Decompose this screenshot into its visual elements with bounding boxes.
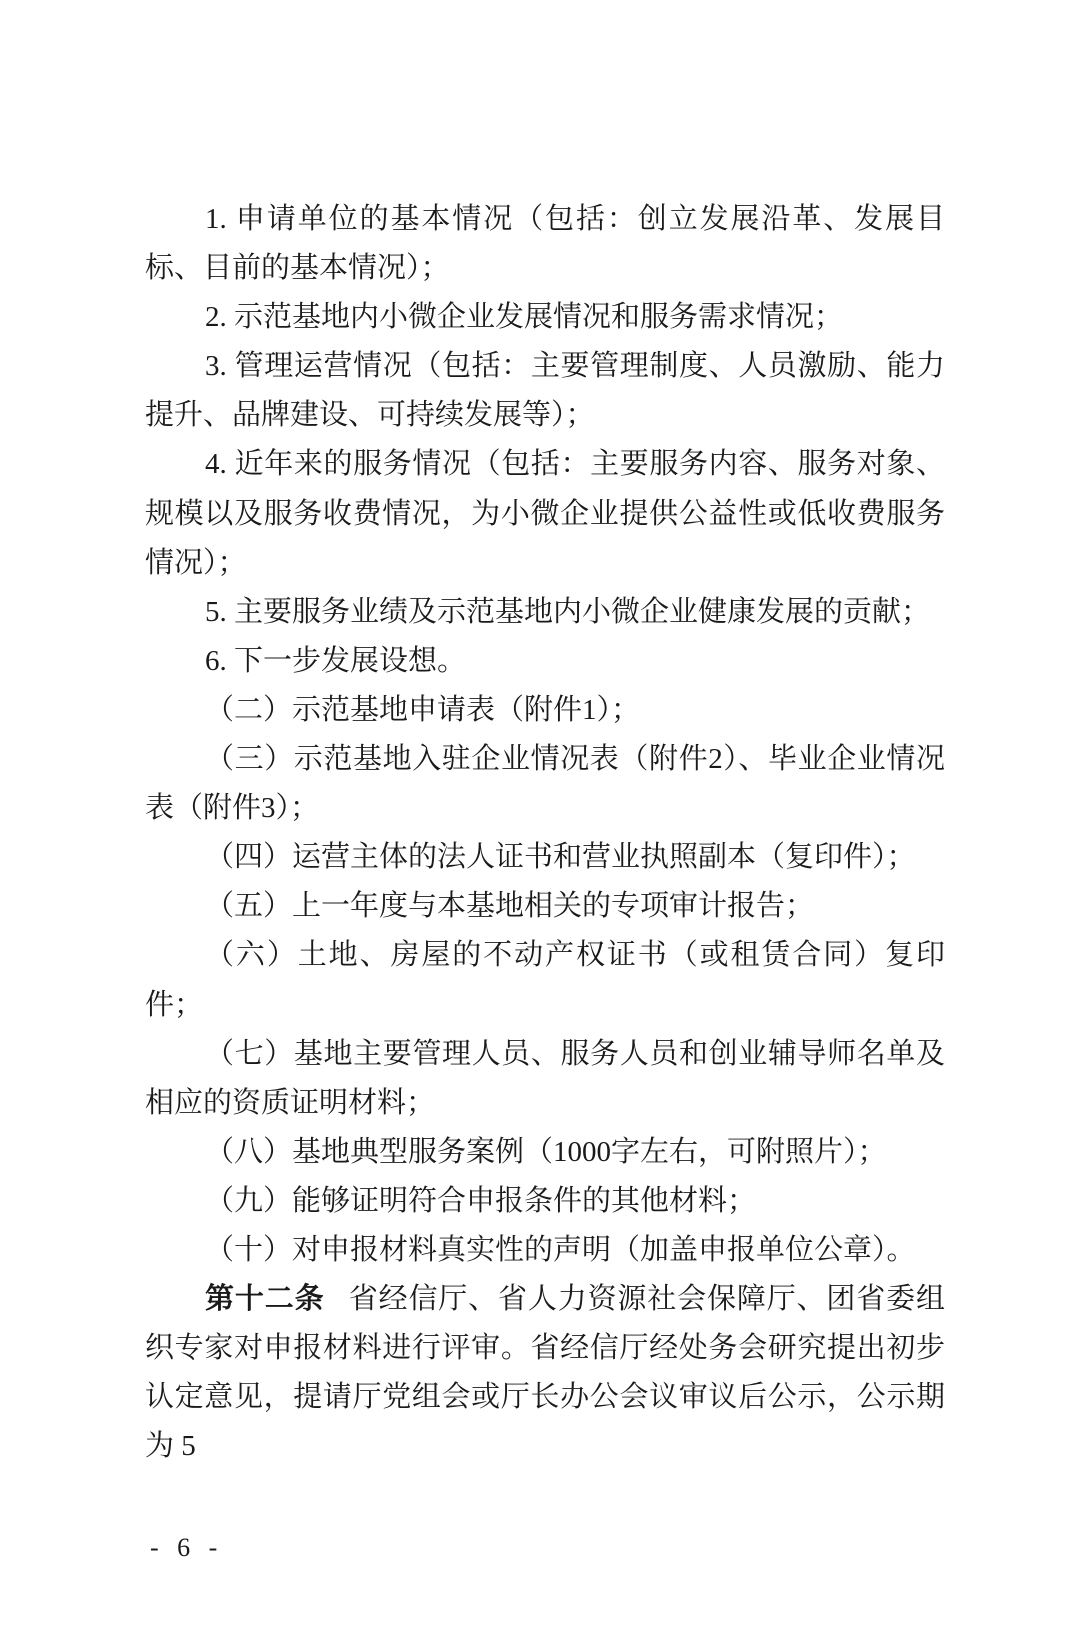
list-item: （九）能够证明符合申报条件的其他材料； <box>205 1184 757 1217</box>
list-item: （三）示范基地入驻企业情况表（附件2）、毕业企业情况表（附件3）； <box>145 743 945 825</box>
list-item: （二）示范基地申请表（附件1）； <box>205 693 641 726</box>
article-heading: 第十二条 <box>205 1283 325 1316</box>
list-item: （七）基地主要管理人员、服务人员和创业辅导师名单及相应的资质证明材料； <box>145 1037 945 1119</box>
list-item: （八）基地典型服务案例（1000字左右，可附照片）； <box>205 1135 887 1168</box>
list-item: 6. 下一步发展设想。 <box>205 644 467 677</box>
list-item: （五）上一年度与本基地相关的专项审计报告； <box>205 890 815 923</box>
article-paragraph <box>145 1275 945 1471</box>
list-item: 2. 示范基地内小微企业发展情况和服务需求情况； <box>205 301 844 334</box>
list-item: （四）运营主体的法人证书和营业执照副本（复印件）； <box>205 841 916 874</box>
list-item: 5. 主要服务业绩及示范基地内小微企业健康发展的贡献； <box>205 595 931 628</box>
list-item: 4. 近年来的服务情况（包括：主要服务内容、服务对象、规模以及服务收费情况，为小微企业提供公益性或低收费服务情况）； <box>145 448 945 579</box>
article-text: 省经信厅、省人力资源社会保障厅、团省委组织专家对申报材料进行评审。省经信厅经处务会研究提出初步认定意见，提请厅党组会或厅长办公会议审议后公示，公示期为 5 <box>145 1283 945 1463</box>
list-item: （六）土地、房屋的不动产权证书（或租赁合同）复印件； <box>145 939 945 1021</box>
document-body <box>145 195 945 1471</box>
page-number: - 6 - <box>150 1533 224 1563</box>
list-item: 3. 管理运营情况（包括：主要管理制度、人员激励、能力提升、品牌建设、可持续发展等）； <box>145 350 945 432</box>
list-item: （十）对申报材料真实性的声明（加盖申报单位公章）。 <box>205 1233 916 1266</box>
list-item: 1. 申请单位的基本情况（包括：创立发展沿革、发展目标、目前的基本情况）； <box>145 203 945 285</box>
